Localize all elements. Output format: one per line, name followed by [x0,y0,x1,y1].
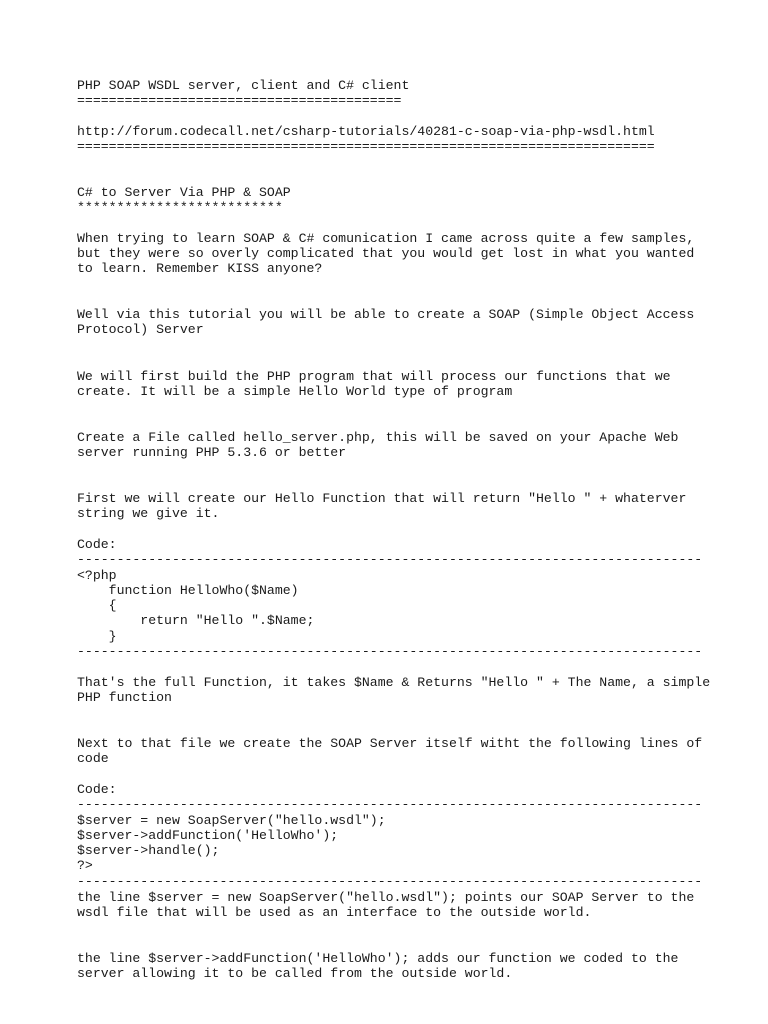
code-line: <?php [77,568,117,583]
code-label: Code: [77,782,117,797]
doc-title: PHP SOAP WSDL server, client and C# client [77,78,410,93]
paragraph-line: server running PHP 5.3.6 or better [77,445,347,460]
paragraph-line: Protocol) Server [77,322,204,337]
code-line: { [77,598,117,613]
code-line: $server = new SoapServer("hello.wsdl"); [77,813,386,828]
code-rule-top: ------------------------------------------------------------------------------- [77,552,703,567]
title-underline: ========================================= [77,93,402,108]
section-heading: C# to Server Via PHP & SOAP [77,185,291,200]
paragraph-line: but they were so overly complicated that you would get lost in what you wanted [77,246,695,261]
paragraph-line: the line $server = new SoapServer("hello.wsdl"); points our SOAP Server to the [77,890,695,905]
paragraph-line: When trying to learn SOAP & C# comunication I came across quite a few samples, [77,231,695,246]
paragraph-line: First we will create our Hello Function that will return "Hello " + whaterver [77,491,687,506]
code-line: ?> [77,858,93,873]
paragraph-line: That's the full Function, it takes $Name & Returns "Hello " + The Name, a simple [77,675,711,690]
paragraph-line: create. It will be a simple Hello World type of program [77,384,513,399]
paragraph-line: wsdl file that will be used as an interface to the outside world. [77,905,592,920]
paragraph-line: to learn. Remember KISS anyone? [77,261,323,276]
code-rule-bottom: ------------------------------------------------------------------------------- [77,644,703,659]
url-underline: ========================================================================= [77,139,655,154]
code-line: $server->handle(); [77,843,220,858]
code-line: } [77,629,117,644]
source-url: http://forum.codecall.net/csharp-tutorials/40281-c-soap-via-php-wsdl.html [77,124,655,139]
paragraph-line: code [77,751,109,766]
code-line: $server->addFunction('HelloWho'); [77,828,339,843]
paragraph-line: server allowing it to be called from the outside world. [77,966,513,981]
code-line: function HelloWho($Name) [77,583,299,598]
paragraph-line: PHP function [77,690,172,705]
code-rule-bottom: ------------------------------------------------------------------------------- [77,874,703,889]
paragraph-line: string we give it. [77,506,220,521]
paragraph-line: Create a File called hello_server.php, this will be saved on your Apache Web [77,430,679,445]
section-underline: ************************** [77,200,283,215]
paragraph-line: the line $server->addFunction('HelloWho'); adds our function we coded to the [77,951,679,966]
paragraph-line: Next to that file we create the SOAP Server itself witht the following lines of [77,736,703,751]
paragraph-line: We will first build the PHP program that will process our functions that we [77,369,671,384]
code-label: Code: [77,537,117,552]
code-rule-top: ------------------------------------------------------------------------------- [77,797,703,812]
paragraph-line: Well via this tutorial you will be able to create a SOAP (Simple Object Access [77,307,695,322]
code-line: return "Hello ".$Name; [77,613,315,628]
